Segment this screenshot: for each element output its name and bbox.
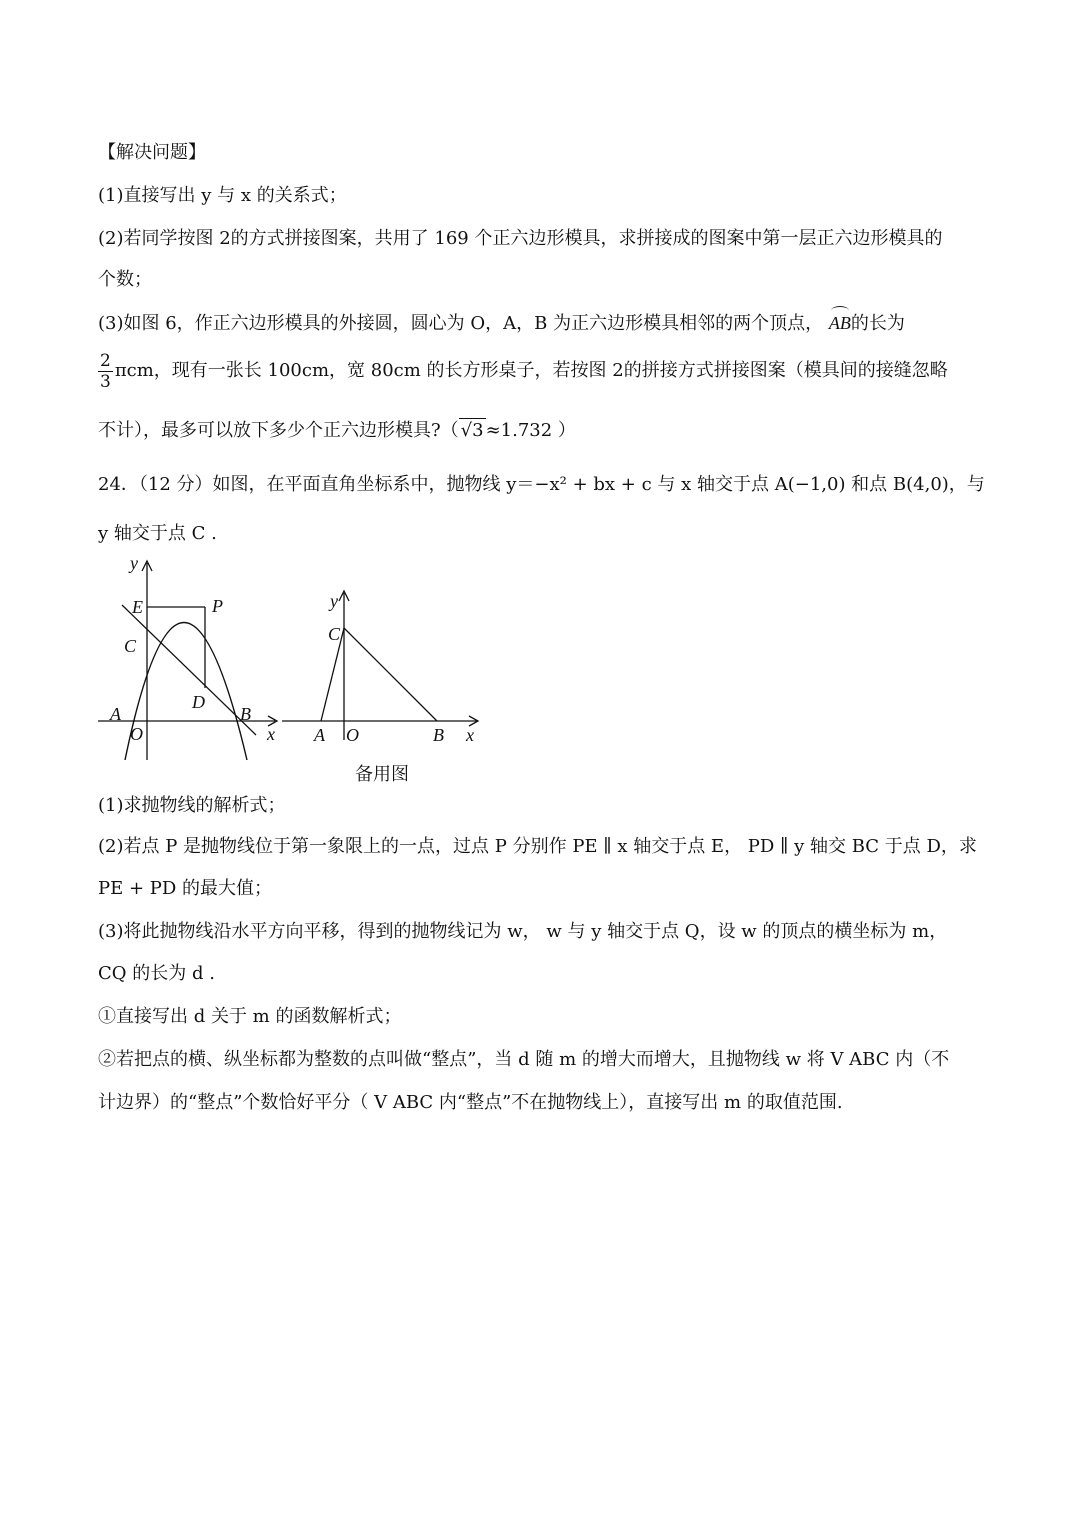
question-3-line-3-prefix: 不计），最多可以放下多少个正六边形模具?（ xyxy=(98,420,459,441)
fig1-label-e: E xyxy=(132,597,143,617)
problem-24-question-3-line-2: CQ 的长为 d . xyxy=(98,963,215,984)
question-2-line-2: 个数； xyxy=(98,269,152,290)
arc-ab-label: AB xyxy=(828,313,851,333)
fraction-two-thirds xyxy=(98,351,113,392)
problem-24-line-2: y 轴交于点 C . xyxy=(98,523,217,544)
fig1-label-d: D xyxy=(192,692,205,712)
question-3-line-3-suffix: ≈1.732 ） xyxy=(485,420,576,441)
fig1-label-p: P xyxy=(212,596,223,616)
question-3-line-1 xyxy=(98,311,905,336)
figure-caption: 备用图 xyxy=(355,764,409,785)
problem-24-line-1: 24．（12 分）如图，在平面直角坐标系中，抛物线 y＝−x² + bx + c 与 x 轴交于点 A(−1,0) 和点 B(4,0)，与 xyxy=(98,474,985,495)
parabola-figure xyxy=(90,555,290,765)
fraction-numerator: 2 xyxy=(100,350,111,371)
problem-24-question-3-sub-2-line-2: 计边界）的“整点”个数恰好平分（ V ABC 内“整点”不在抛物线上），直接写出 m 的取值范围. xyxy=(98,1092,843,1113)
question-3-line-1-suffix: 的长为 xyxy=(850,313,905,334)
fig2-label-c: C xyxy=(328,624,341,644)
fraction-denominator: 3 xyxy=(100,371,111,392)
fig1-label-b: B xyxy=(240,704,251,724)
fig2-label-a: A xyxy=(314,725,325,745)
fig1-line-bc xyxy=(122,605,256,735)
question-2-line-1: (2)若同学按图 2的方式拼接图案，共用了 169 个正六边形模具，求拼接成的图案中第一层正六边形模具的 xyxy=(98,228,943,249)
fig2-label-b: B xyxy=(433,725,444,745)
question-3-line-3 xyxy=(98,418,576,443)
fig1-label-c: C xyxy=(124,636,137,656)
question-3-line-1-prefix: (3)如图 6，作正六边形模具的外接圆，圆心为 O，A，B 为正六边形模具相邻的两个顶点， xyxy=(98,313,824,334)
question-3-line-2 xyxy=(98,350,948,392)
question-1: (1)直接写出 y 与 x 的关系式； xyxy=(98,185,347,206)
problem-24-question-1: (1)求抛物线的解析式； xyxy=(98,795,286,816)
problem-24-question-2-line-2: PE + PD 的最大值； xyxy=(98,878,273,899)
problem-24-question-3-line-1: (3)将此抛物线沿水平方向平移，得到的抛物线记为 w， w 与 y 轴交于点 Q，设 w 的顶点的横坐标为 m， xyxy=(98,921,948,942)
fig1-label-a: A xyxy=(110,704,121,724)
sqrt-three: √3 xyxy=(460,420,484,441)
fig2-segment-cb xyxy=(344,628,437,721)
question-3-line-2-text: πcm，现有一张长 100cm，宽 80cm 的长方形桌子，若按图 2的拼接方式拼接图案（模具间的接缝忽略 xyxy=(114,360,948,381)
fig1-label-y: y xyxy=(130,555,138,573)
fig2-label-x: x xyxy=(466,725,474,745)
fig2-label-y: y xyxy=(330,591,338,611)
backup-figure xyxy=(282,585,482,750)
problem-24-question-3-sub-1: ①直接写出 d 关于 m 的函数解析式； xyxy=(98,1006,402,1027)
fig2-label-o: O xyxy=(346,725,359,745)
problem-24-question-3-sub-2-line-1: ②若把点的横、纵坐标都为整数的点叫做“整点”，当 d 随 m 的增大而增大，且抛物线 w 将 V ABC 内（不 xyxy=(98,1049,950,1070)
section-heading: 【解决问题】 xyxy=(98,142,206,163)
fig1-label-o: O xyxy=(130,724,143,744)
fig1-parabola xyxy=(125,623,247,761)
problem-24-question-2-line-1: (2)若点 P 是抛物线位于第一象限上的一点，过点 P 分别作 PE ∥ x 轴交于点 E， PD ∥ y 轴交 BC 于点 D，求 xyxy=(98,836,977,857)
fig1-label-x: x xyxy=(267,724,275,744)
